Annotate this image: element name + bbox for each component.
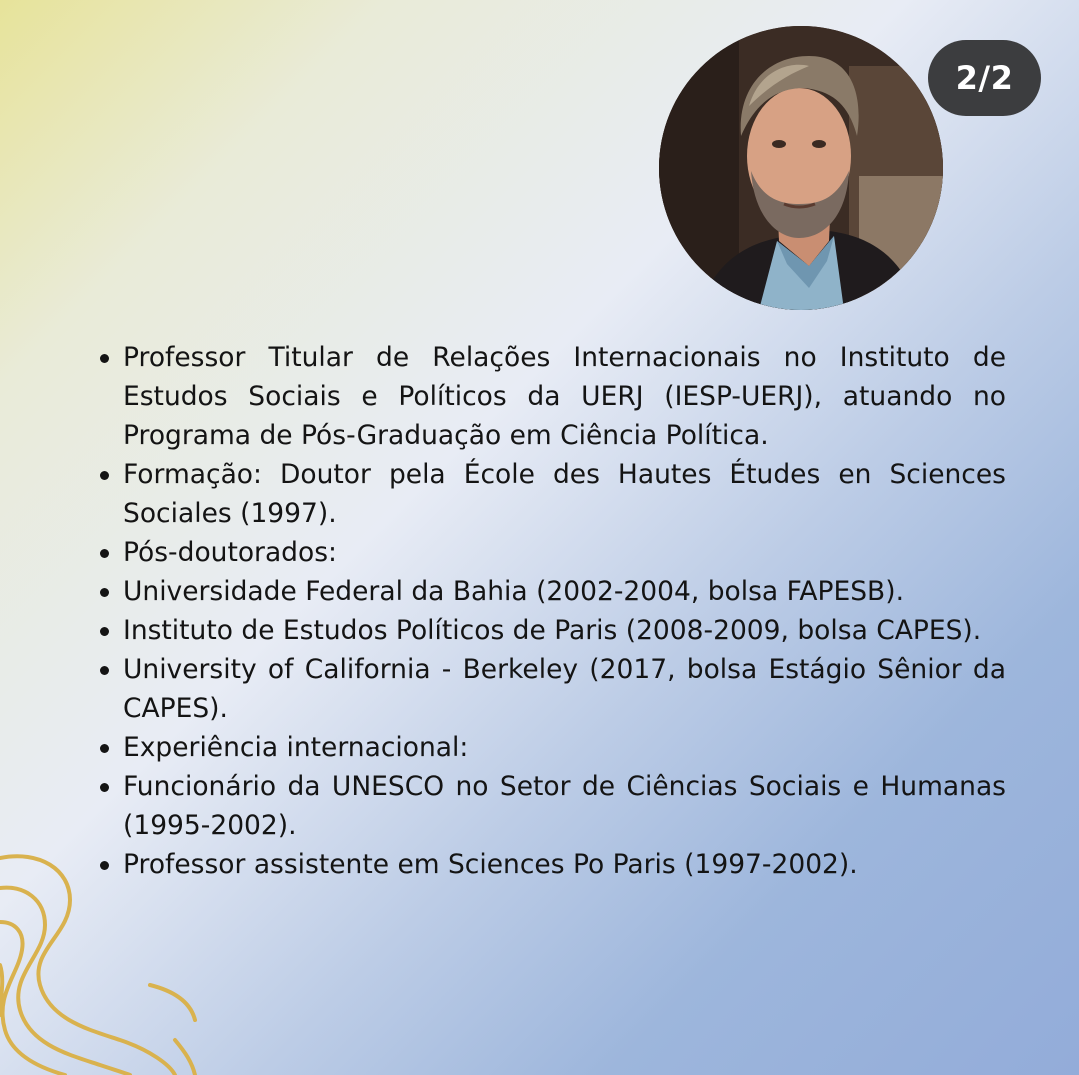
bio-item bbox=[96, 650, 1006, 728]
portrait-photo bbox=[659, 26, 943, 310]
bullet-icon bbox=[100, 354, 109, 363]
bio-item-text: Formação: Doutor pela École des Hautes Études en Sciences Sociales (1997). bbox=[123, 459, 1006, 529]
bio-item-text: Experiência internacional: bbox=[123, 732, 469, 763]
bullet-icon bbox=[100, 783, 109, 792]
bio-item bbox=[96, 338, 1006, 455]
bio-item bbox=[96, 455, 1006, 533]
bio-item bbox=[96, 728, 1006, 767]
bullet-icon bbox=[100, 666, 109, 675]
slide-counter-text: 2/2 bbox=[955, 59, 1014, 97]
bio-item bbox=[96, 572, 1006, 611]
bio-item-text: Pós-doutorados: bbox=[123, 537, 337, 568]
bio-list bbox=[96, 338, 1006, 884]
bio-item-text: Professor Titular de Relações Internacionais no Instituto de Estudos Sociais e Políticos da UERJ (IESP-UERJ), atuando no Programa de Pós-Graduação em Ciência Política. bbox=[123, 342, 1006, 451]
slide-counter-badge bbox=[928, 40, 1041, 116]
bio-item bbox=[96, 533, 1006, 572]
bullet-icon bbox=[100, 744, 109, 753]
bio-item-text: Instituto de Estudos Políticos de Paris (2008-2009, bolsa CAPES). bbox=[123, 615, 982, 646]
decorative-waves-icon bbox=[0, 840, 230, 1075]
bullet-icon bbox=[100, 627, 109, 636]
bio-item-text: University of California - Berkeley (2017, bolsa Estágio Sênior da CAPES). bbox=[123, 654, 1006, 724]
bio-item-text: Universidade Federal da Bahia (2002-2004, bolsa FAPESB). bbox=[123, 576, 904, 607]
bio-item bbox=[96, 767, 1006, 845]
bullet-icon bbox=[100, 588, 109, 597]
bullet-icon bbox=[100, 471, 109, 480]
bio-item bbox=[96, 845, 1006, 884]
bio-item bbox=[96, 611, 1006, 650]
bullet-icon bbox=[100, 549, 109, 558]
bio-item-text: Funcionário da UNESCO no Setor de Ciências Sociais e Humanas (1995-2002). bbox=[123, 771, 1006, 841]
bio-item-text: Professor assistente em Sciences Po Paris (1997-2002). bbox=[123, 849, 858, 880]
